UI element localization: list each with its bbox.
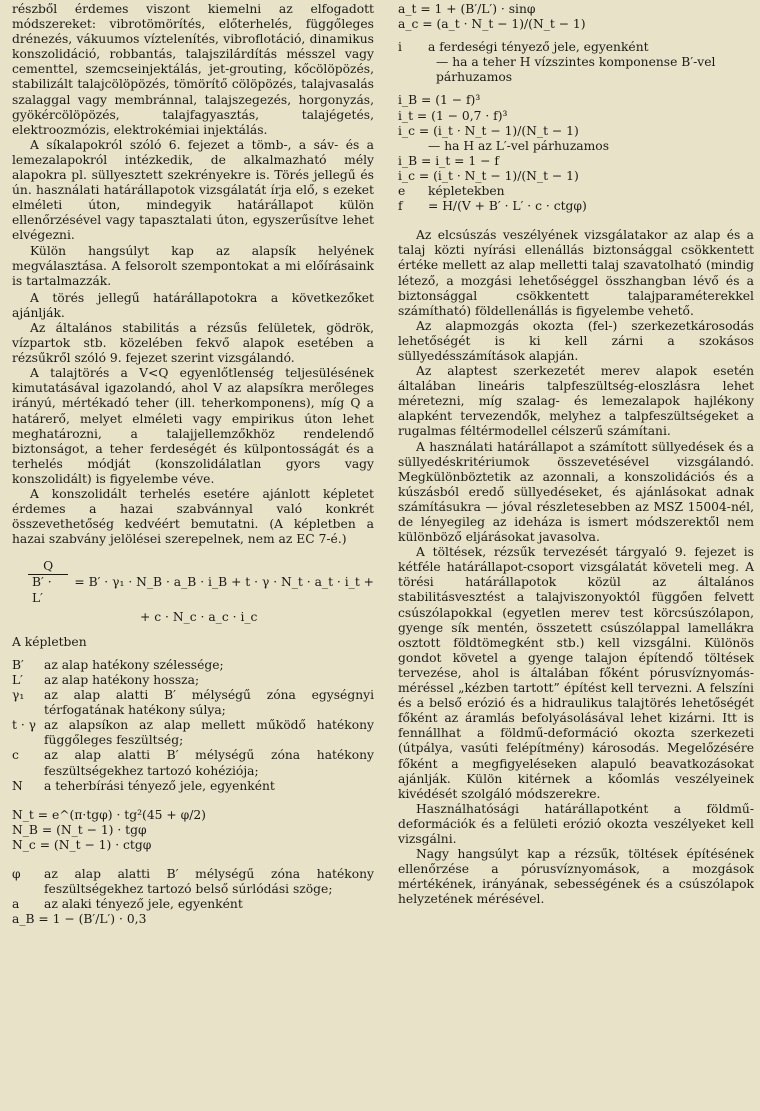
definition-symbol: φ xyxy=(12,866,21,881)
equation-denominator: B′ · L′ xyxy=(28,574,68,605)
definitions-intro: A képletben xyxy=(12,634,87,649)
paragraph-failure-limit-states: A törés jellegű határállapotokra a következőket ajánlják. xyxy=(12,290,374,320)
definition-symbol: a xyxy=(12,897,20,912)
equation-rhs-line2: + c · N_c · a_c · i_c xyxy=(140,609,258,624)
symbol-i: i xyxy=(398,40,402,55)
paragraph-methods: részből érdemes viszont kiemelni az elfogadott módszereket: vibrotömörítés, előterhelés, függőleges drénezés, vákuumos víztelenítés, vibroflotáció, dinamikus konszolidáció, robbantás, talajszilárdítás mésszel vagy cementtel, szemcseinjektálás, jet-grouting, kőcölöpözés, stabilizált talajcölöpözés, tömörítő cölöpözés, talajvasalás szalaggal vagy membránnal, talajszegezés, horgonyzás, gyökércölöpözés, talajfagyasztás, talajégetés, elektroozmózis, elektrokémiai injektálás. xyxy=(12,2,374,137)
definition-text: az alap hatékony szélessége; xyxy=(44,657,224,672)
formula-ic-2: i_c = (i_t · N_t − 1)/(N_t − 1) xyxy=(398,168,579,183)
paragraph-general-stability: Az általános stabilitás a rézsűs felületek, gödrök, vízpartok stb. közelében fekvő alapok esetében a rézsűkről szóló 9. fejezet szerint vizsgálandó. xyxy=(12,320,374,366)
e-f-defs xyxy=(398,184,754,214)
equation-numerator: Q xyxy=(43,559,54,574)
formula-ic: i_c = (i_t · N_t − 1)/(N_t − 1) xyxy=(398,123,579,138)
inclination-formulas xyxy=(398,93,754,184)
definition-symbol: B′ xyxy=(12,657,24,672)
definition-symbol: t · γ xyxy=(12,718,37,733)
formula-ab: a_B = 1 − (B′/L′) · 0,3 xyxy=(12,912,147,927)
symbol-definitions xyxy=(12,658,374,794)
paragraph-ground-failure: A talajtörés a V<Q egyenlőtlenség teljesülésének kimutatásával igazolandó, ahol V az alapsíkra merőleges irányú, mértékadó teher (ill. teherkomponens), míg Q a határerő, melyet elméleti vagy empirikus úton lehet meghatározni, a talajjellemzőkhöz rendelendő biztonságot, a teher ferdeségét és külpontosságát és a terhelés módját (konszolidálatlan gyors vagy konszolidált) is figyelembe véve. xyxy=(12,366,374,486)
right-column xyxy=(398,2,754,907)
formula-nc: N_c = (N_t − 1) · ctgφ xyxy=(12,837,152,852)
symbol-definitions-2 xyxy=(12,867,374,912)
paragraph-serviceability: A használati határállapot a számított süllyedések és a süllyedéskritériumok összevetésével vizsgálandó. Megkülönböztetik az azonnali, a konszolidációs és a kúszásból eredő süllyedéseket, és ajánlásokat adnak számításukra — jóval részletesebben az MSZ 15004-nél, de lényegileg az ideháza is ismert módszerektől nem különböző eljárásokat javasolva. xyxy=(398,439,754,545)
paragraph-sliding: Az elcsúszás veszélyének vizsgálatakor az alap és a talaj közti nyírási ellenállás biztonsággal csökkentett értéke mellett az alap melletti talaj szavatolható (mindig létező, a mozgási lehetőséggel összhangban lévő és a biztonsággal csökkentett talajparaméterekkel számítható) földellenállás is figyelembe vehető. xyxy=(398,228,754,318)
formula-ib-it: i_B = i_t = 1 − f xyxy=(398,153,499,168)
paragraph-embankments: A töltések, rézsűk tervezését tárgyaló 9. fejezet is kétféle határállapot-csoport vizsgálatát követeli meg. A törési határállapotok közül az általános stabilitásvesztést a talajviszonyoktól függően felvett csúszólapokkal (egyetlen merev test körcsúszólapon, gyenge sík mentén, összetett csúszólappal lamellákra osztott földtömegként stb.) kell vizsgálni. Különös gondot követel a gyenge talajon építendő töltések tervezése, ahol is általában főként pórusvíznyomás-méréssel „kézben tartott” építést kell tervezni. A felszíni és a belső erózió és a hidraulikus talajtörés lehetőségét főként az áramlás befolyásolásával lehet kizárni. Itt is fennállhat a földmű-deformáció okozta szerkezeti (útpálya, vasúti felépítmény) károsodás. Megelőzésére főként a megfigyeléseken alapuló beavatkozásokat ajánlják. Külön kitérnek a kőomlás veszélyeinek kivédését szolgáló módszerekre. xyxy=(398,545,754,801)
paragraph-shallow-foundations: A síkalapokról szóló 6. fejezet a tömb-, a sáv- és a lemezalapokról intézkedik, de alkalmazható mély alapokra pl. süllyesztett szekrényekre is. Törés jellegű és ún. használati határállapotok vizsgálatát írja elő, s ezeket elméleti úton, mindegyik határállapot külön ellenőrzésével vagy tapasztalati úton, egyszerűsítve lehet elvégezni. xyxy=(12,137,374,243)
definition-symbol: γ₁ xyxy=(12,688,25,703)
formula-ac: a_c = (a_t · N_t − 1)/(N_t − 1) xyxy=(398,17,586,32)
inclination-case-1: — ha a teher H vízszintes komponense B′-vel párhuzamos xyxy=(436,55,716,85)
f-desc: = H/(V + B′ · L′ · c · ctgφ) xyxy=(428,199,587,214)
definition-text: az alap alatti B′ mélységű zóna hatékony feszültségekhez tartozó kohéziója; xyxy=(44,748,374,778)
e-desc: képletekben xyxy=(428,184,505,199)
left-column xyxy=(12,2,374,927)
paragraph-foundation-plane: Külön hangsúlyt kap az alapsík helyének megválasztása. A felsorolt szempontokat a mi előírásaink is tartalmazzák. xyxy=(12,243,374,288)
symbol-f: f xyxy=(398,199,403,214)
symbol-e: e xyxy=(398,184,406,199)
equation-fraction xyxy=(28,559,68,605)
definition-text: az alap alatti B′ mélységű zóna egységnyi térfogatának hatékony súlya; xyxy=(44,688,374,718)
formula-ib: i_B = (1 − f)³ xyxy=(398,93,481,108)
bearing-factor-formulas xyxy=(12,808,374,853)
inclination-case-2: — ha H az L′-vel párhuzamos xyxy=(428,138,610,153)
definition-text: az alapsíkon az alap mellett működő hatékony függőleges feszültség; xyxy=(44,718,374,748)
definition-text: az alaki tényező jele, egyenként xyxy=(44,897,243,912)
definition-text: az alap alatti B′ mélységű zóna hatékony feszültségekhez tartozó belső súrlódási szöge; xyxy=(44,866,374,897)
paragraph-structural-design: Az alaptest szerkezetét merev alapok esetén általában lineáris talpfeszültség-eloszlásra lehet méretezni, míg szalag- és lemezalapok hajlékony alapként tervezendők, melyhez a talpfeszültségeket a rugalmas féltérmodellel célszerű számítani. xyxy=(398,364,754,439)
bearing-capacity-equation xyxy=(12,559,374,624)
formula-nt: N_t = e^(π·tgφ) · tg²(45 + φ/2) xyxy=(12,807,206,822)
formula-nb: N_B = (N_t − 1) · tgφ xyxy=(12,822,147,837)
definition-text: az alap hatékony hossza; xyxy=(44,672,200,687)
inclination-factor-desc: a ferdeségi tényező jele, egyenként xyxy=(428,40,649,55)
equation-rhs-line1: = B′ · γ₁ · N_B · a_B · i_B + t · γ · N_t · a_t · i_t + xyxy=(74,574,374,589)
inclination-factor-def xyxy=(398,40,754,85)
definition-symbol: L′ xyxy=(12,672,23,687)
paragraph-consolidated-load: A konszolidált terhelés esetére ajánlott képletet érdemes a hazai szabvánnyal való konkrét összevethetőség kedvéért bemutatni. (A képletben a hazai szabvány jelölései szerepelnek, nem az EC 7-é.) xyxy=(12,487,374,547)
definition-symbol: c xyxy=(12,748,19,763)
paragraph-foundation-movement: Az alapmozgás okozta (fel-) szerkezetkárosodás lehetőségét is ki kell zárni a szokásos süllyedésszámítások alapján. xyxy=(398,318,754,363)
formula-at: a_t = 1 + (B′/L′) · sinφ xyxy=(398,2,536,16)
formula-it: i_t = (1 − 0,7 · f)³ xyxy=(398,108,508,123)
definition-symbol: N xyxy=(12,778,23,793)
definition-text: a teherbírási tényező jele, egyenként xyxy=(44,778,275,793)
paragraph-usability-limit: Használhatósági határállapotként a földmű-deformációk és a felületi erózió okozta veszélyeket kell vizsgálni. xyxy=(398,801,754,846)
paragraph-monitoring: Nagy hangsúlyt kap a rézsűk, töltések építésének ellenőrzése a pórusvíznyomások, a mozgások mértékének, irányának, sebességének és a csúszólapok helyzetének mérésével. xyxy=(398,847,754,907)
